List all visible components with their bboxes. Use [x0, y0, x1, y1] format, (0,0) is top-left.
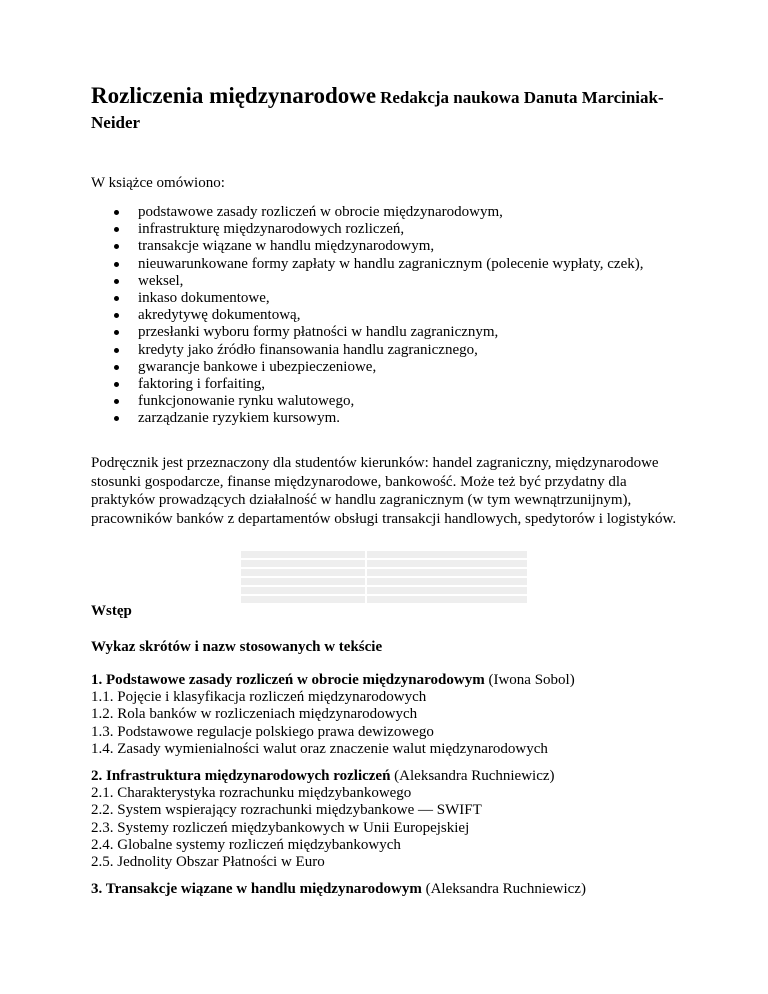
book-title: Rozliczenia międzynarodowe: [91, 83, 377, 108]
intro-text: W książce omówiono:: [91, 175, 225, 191]
chapter-1: [91, 672, 731, 758]
list-item: akredytywę dokumentową,: [91, 307, 643, 324]
list-item: transakcje wiązane w handlu międzynarodowym,: [91, 238, 643, 255]
chapter-heading: [91, 768, 731, 785]
toc-item: 2.4. Globalne systemy rozliczeń międzybankowych: [91, 836, 401, 853]
empty-table-placeholder: [241, 551, 527, 603]
topics-list: [91, 204, 643, 428]
chapter-author: (Aleksandra Ruchniewicz): [425, 881, 586, 897]
audience-paragraph: Podręcznik jest przeznaczony dla studentów kierunków: handel zagraniczny, międzynarodowe stosunki gospodarcze, finanse międzynarodowe, bankowość. Może też być przydatny dla praktyków prowadzących działalność w handlu zagranicznym (w tym wewnątrzunijnym), pracowników banków z departamentów obsługi transakcji handlowych, spedytorów i logistyków.: [91, 455, 677, 527]
toc-item: 2.5. Jednolity Obszar Płatności w Euro: [91, 854, 325, 871]
list-item: infrastrukturę międzynarodowych rozliczeń,: [91, 221, 643, 238]
chapter-author: (Iwona Sobol): [488, 672, 575, 688]
chapter-heading: [91, 881, 731, 898]
toc-item: 1.2. Rola banków w rozliczeniach międzynarodowych: [91, 706, 418, 723]
intro-heading: Wstęp: [91, 603, 132, 619]
list-item: przesłanki wyboru formy płatności w handlu zagranicznym,: [91, 324, 643, 341]
toc-item: 1.3. Podstawowe regulacje polskiego prawa dewizowego: [91, 723, 434, 740]
chapter-2: [91, 768, 731, 871]
book-editor: Redakcja naukowa Danuta Marciniak-Neider: [91, 88, 664, 132]
chapter-author: (Aleksandra Ruchniewicz): [394, 768, 555, 784]
toc-item: 2.3. Systemy rozliczeń międzybankowych w Unii Europejskiej: [91, 819, 470, 836]
abbreviations-heading: Wykaz skrótów i nazw stosowanych w tekście: [91, 639, 383, 655]
list-item: weksel,: [91, 273, 643, 290]
list-item: faktoring i forfaiting,: [91, 376, 643, 393]
chapter-title: 3. Transakcje wiązane w handlu międzynarodowym: [91, 881, 422, 897]
chapter-heading: [91, 672, 731, 689]
list-item: zarządzanie ryzykiem kursowym.: [91, 410, 643, 427]
list-item: funkcjonowanie rynku walutowego,: [91, 393, 643, 410]
toc-item: 2.1. Charakterystyka rozrachunku międzybankowego: [91, 785, 412, 802]
toc-item: 2.2. System wspierający rozrachunki międzybankowe — SWIFT: [91, 802, 482, 819]
chapter-title: 1. Podstawowe zasady rozliczeń w obrocie międzynarodowym: [91, 672, 485, 688]
list-item: gwarancje bankowe i ubezpieczeniowe,: [91, 359, 643, 376]
table-column: [367, 551, 527, 603]
list-item: inkaso dokumentowe,: [91, 290, 643, 307]
chapter-title: 2. Infrastruktura międzynarodowych rozliczeń: [91, 768, 391, 784]
list-item: podstawowe zasady rozliczeń w obrocie międzynarodowym,: [91, 204, 643, 221]
title-block: [91, 84, 711, 136]
list-item: kredyty jako źródło finansowania handlu zagranicznego,: [91, 342, 643, 359]
toc-item: 1.1. Pojęcie i klasyfikacja rozliczeń międzynarodowych: [91, 689, 427, 706]
toc-item: 1.4. Zasady wymienialności walut oraz znaczenie walut międzynarodowych: [91, 740, 548, 757]
chapter-3: [91, 881, 731, 898]
table-column: [241, 551, 365, 603]
list-item: nieuwarunkowane formy zapłaty w handlu zagranicznym (polecenie wypłaty, czek),: [91, 256, 643, 273]
